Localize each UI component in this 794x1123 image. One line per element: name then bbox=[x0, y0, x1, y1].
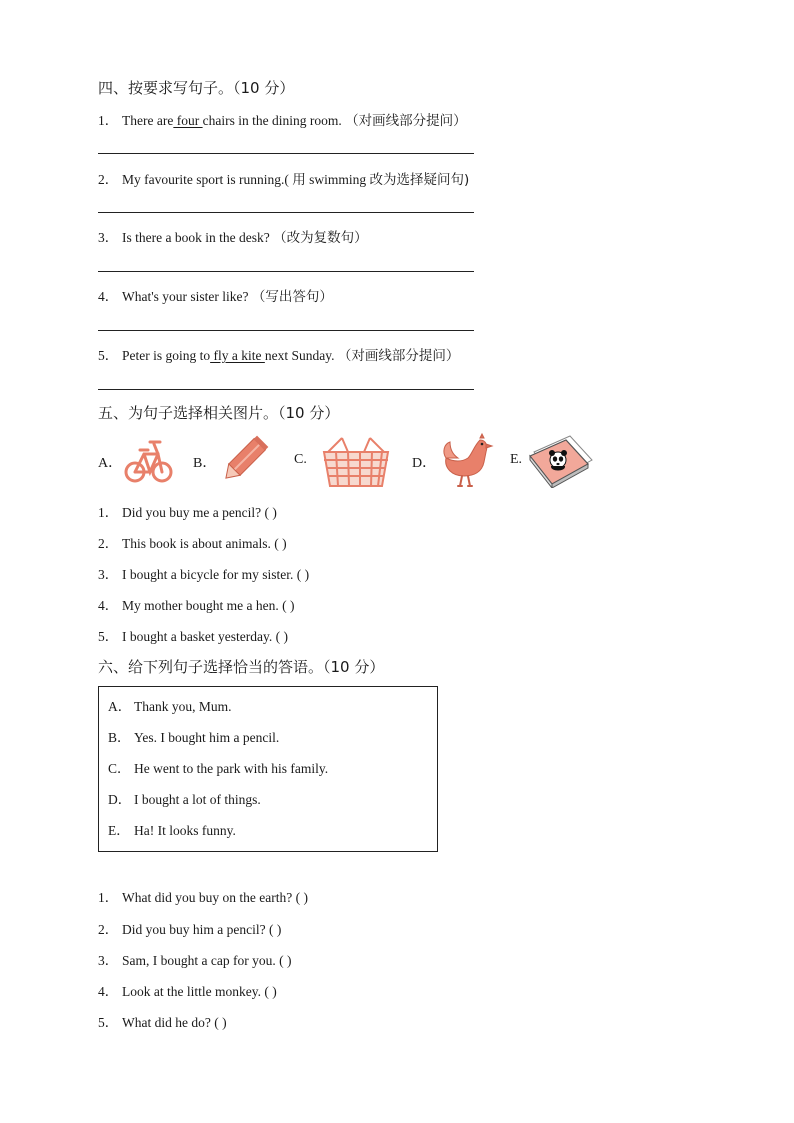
s5-question-2: 2． This book is about animals. ( ) bbox=[98, 536, 287, 551]
s6-question-3: 3． Sam, I bought a cap for you. ( ) bbox=[98, 953, 292, 968]
answer-option-c: C． He went to the park with his family. bbox=[108, 761, 329, 776]
answer-option-d: D． I bought a lot of things. bbox=[108, 792, 261, 807]
s5-question-5: 5． I bought a basket yesterday. ( ) bbox=[98, 629, 288, 644]
picture-options bbox=[98, 430, 598, 490]
s6-question-2: 2． Did you buy him a pencil? ( ) bbox=[98, 922, 282, 937]
answer-line-4[interactable] bbox=[98, 330, 474, 331]
option-d-label: D． bbox=[412, 456, 437, 471]
s6-question-1: 1． What did you buy on the earth? ( ) bbox=[98, 890, 308, 905]
s4-question-1: 1． There are four chairs in the dining room. （对画线部分提问） bbox=[98, 113, 467, 129]
option-c-label: C. bbox=[294, 452, 307, 467]
s5-question-3: 3． I bought a bicycle for my sister. ( ) bbox=[98, 567, 310, 582]
s4-question-2: 2． My favourite sport is running.( 用 swimming 改为选择疑问句) bbox=[98, 172, 470, 188]
answer-option-b: B． Yes. I bought him a pencil. bbox=[108, 730, 280, 745]
section6-heading: 六、给下列句子选择恰当的答语。（10 分） bbox=[98, 658, 385, 676]
s4-question-5: 5． Peter is going to fly a kite next Sunday. （对画线部分提问） bbox=[98, 348, 460, 364]
option-a-label: A． bbox=[98, 456, 123, 471]
instruction: （对画线部分提问） bbox=[345, 113, 467, 129]
s4-question-4: 4． What's your sister like? （写出答句） bbox=[98, 289, 333, 305]
underlined-phrase: fly a kite bbox=[210, 348, 265, 363]
book-icon bbox=[526, 432, 594, 488]
s5-question-1: 1． Did you buy me a pencil? ( ) bbox=[98, 505, 277, 520]
s6-question-5: 5． What did he do? ( ) bbox=[98, 1015, 227, 1030]
answer-line-2[interactable] bbox=[98, 212, 474, 213]
s5-question-4: 4． My mother bought me a hen. ( ) bbox=[98, 598, 295, 613]
answer-line-5[interactable] bbox=[98, 389, 474, 390]
section4-heading: 四、按要求写句子。（10 分） bbox=[98, 79, 295, 97]
pencil-icon bbox=[220, 432, 270, 486]
option-b-label: B． bbox=[193, 456, 217, 471]
bicycle-icon bbox=[124, 432, 174, 486]
basket-icon bbox=[320, 434, 392, 488]
s4-question-3: 3． Is there a book in the desk? （改为复数句） bbox=[98, 230, 368, 246]
s6-question-4: 4． Look at the little monkey. ( ) bbox=[98, 984, 277, 999]
section5-heading: 五、为句子选择相关图片。（10 分） bbox=[98, 404, 340, 422]
underlined-phrase: four bbox=[173, 113, 203, 128]
answer-line-1[interactable] bbox=[98, 153, 474, 154]
hen-icon bbox=[440, 432, 494, 488]
answer-option-e: E． Ha! It looks funny. bbox=[108, 823, 236, 838]
answer-line-3[interactable] bbox=[98, 271, 474, 272]
answer-options-box bbox=[98, 686, 438, 852]
option-e-label: E. bbox=[510, 452, 523, 467]
answer-option-a: A． Thank you, Mum. bbox=[108, 699, 232, 714]
